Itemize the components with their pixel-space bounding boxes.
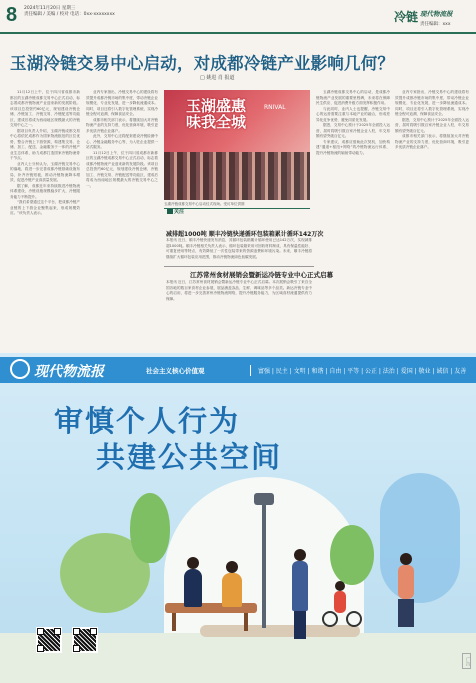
person-head bbox=[400, 553, 412, 565]
paragraph: 业内专家指出，冷链交易中心的建设将有效提升成都冷链市场的集中度，带动冷链企业规模化、专业化发展，进一步降低流通成本。同时，项目还将引入数字化管理系统，实现冷链全程可追溯，保障食品安全。 bbox=[86, 90, 158, 116]
byline: □ 姚进 肖 报道 bbox=[200, 75, 235, 81]
public-service-banner bbox=[0, 353, 476, 683]
bicycle-wheel-icon bbox=[322, 611, 338, 627]
paragraph: 此外，交易中心还将配套建设冷链检测中心、冷链金融服务中心等，为入驻企业提供一站式服务。 bbox=[86, 134, 158, 149]
paragraph: 玉湖冷链成都交易中心的启动，是成都冷链物流产业发展的重要里程碑，未来将在保障民生供应、促进消费升级方面发挥积极作用。 bbox=[316, 90, 390, 105]
article-column-1 bbox=[10, 90, 80, 348]
bench-leg bbox=[244, 613, 248, 631]
photo-sign-small: RNIVAL bbox=[264, 104, 286, 111]
banner-headline-2: 共建公共空间 bbox=[96, 440, 283, 474]
bench-leg bbox=[172, 613, 176, 631]
masthead-small: 现代物流报 bbox=[420, 10, 453, 18]
event-photo bbox=[164, 90, 310, 200]
header-date: 2024年11月20日 星期三 bbox=[24, 6, 76, 11]
header-editor: 责任编辑：xxx bbox=[420, 22, 451, 27]
story1-text: 本报讯 近日，顺丰冷链快递发布消息，其循环包装箱累计循环使用已达142万次，实现减排超1000吨。顺丰冷链相关负责人表示，循环包装箱采用可回收材料制成，具有保温性能好、可重复使用等特点，有效降低了一次性包装带来的资源浪费和环境污染。未来，顺丰冷链将继续扩大循环包装应用范围，推动冷链物流绿色低碳发展。 bbox=[166, 238, 312, 259]
paragraph: 据悉，交易中心预计于2025年全面投入运营，届时将吸引数百家冷链企业入驻，年交易额有望突破百亿元。 bbox=[395, 117, 469, 133]
paragraph: 11月12日上午，位于四川省成都市新都区的玉湖冷链成都交易中心正式启动，标志着成都冷链物流产业迎来新的发展阶段。该项目总投资约60亿元，规划建设冷链仓储、冷链加工、冷链交易、冷链配送等功能区，建成后将成为西南地区规模最大的冷链交易中心之一。 bbox=[10, 90, 80, 127]
main-headline: 玉湖冷链交易中心启动，对成都冷链产业影响几何？ bbox=[10, 54, 395, 73]
paragraph: 据悉，交易中心预计于2025年全面投入运营，届时将吸引数百家冷链企业入驻，年交易额有望突破百亿元。 bbox=[316, 123, 390, 138]
path bbox=[200, 625, 360, 637]
person-head bbox=[294, 549, 306, 561]
walking-person-icon bbox=[292, 561, 308, 611]
bicycle-wheel-icon bbox=[346, 611, 362, 627]
bg-shape bbox=[380, 473, 460, 603]
paragraph: 成都市相关部门表示，将继续加大对冷链物流产业的支持力度，优化营商环境，吸引更多优质冷链企业落户。 bbox=[86, 117, 158, 133]
runner-icon bbox=[398, 565, 414, 599]
banner-logo: 现代物流报 bbox=[34, 364, 104, 380]
paragraph: “我们希望通过这个平台，把成都冷链产业链的上下游企业聚集起来，形成规模效应。”该负责人表示。 bbox=[10, 200, 80, 215]
header-meta bbox=[24, 6, 115, 18]
bench-icon bbox=[165, 603, 257, 613]
street-lamp-head-icon bbox=[254, 493, 274, 505]
banner-slogan-left: 社会主义核心价值观 bbox=[146, 367, 205, 375]
walking-person-legs bbox=[294, 611, 306, 639]
ad-label: 广告 bbox=[462, 653, 471, 669]
runner-legs bbox=[398, 599, 414, 627]
sitting-person-icon bbox=[222, 573, 242, 607]
paragraph: 业内专家指出，冷链交易中心的建设将有效提升成都冷链市场的集中度，带动冷链企业规模化、专业化发展，进一步降低流通成本。同时，项目还将引入数字化管理系统，实现冷链全程可追溯，保障食品安全。 bbox=[395, 90, 469, 116]
paragraph: 据了解，成都近年来持续推进冷链物流体系建设，冷链设施规模稳步扩大，冷链服务能力不断提升。 bbox=[10, 183, 80, 199]
sitting-person-icon bbox=[184, 569, 202, 607]
attention-marker bbox=[167, 209, 173, 214]
photo-caption: 玉湖冷链成都交易中心启动仪式现场。受访单位供图 bbox=[164, 202, 245, 206]
person-head bbox=[335, 581, 345, 591]
child-cyclist-icon bbox=[334, 591, 346, 613]
paragraph: 与此同时，业内人士也提醒，冷链交易中心的运营需要注重与本地产业的融合，形成差异化竞争优势，避免同质化发展。 bbox=[316, 106, 390, 122]
photo-sign-text: 玉湖盛惠 味我全城 bbox=[186, 97, 247, 131]
tree-icon bbox=[330, 525, 374, 585]
paragraph: 专家建议，成都应借助此次契机，加快构建“通道+枢纽+网络”的冷链物流运行体系，提升冷链物流的辐射带动能力。 bbox=[316, 139, 390, 155]
story1-title: 减排超1000吨 顺丰冷链快递循环包装箱累计循环142万次 bbox=[166, 231, 324, 238]
logo-circle-icon bbox=[10, 359, 30, 379]
tree-icon bbox=[130, 493, 170, 563]
paragraph: 成都市相关部门表示，将继续加大对冷链物流产业的支持力度，优化营商环境，吸引更多优质冷链企业落户。 bbox=[395, 134, 469, 149]
paragraph: 业内人士分析认为，玉湖冷链交易中心的落地，将进一步完善成都冷链基础设施布局，补齐冷链短板，推动冷链物流降本增效，促进冷链产业高质量发展。 bbox=[10, 161, 80, 182]
page-number: 8 bbox=[6, 4, 18, 26]
paragraph: 据项目负责人介绍，玉湖冷链成都交易中心将依托成都作为国家物流枢纽的区位优势，整合冷链上下游资源，构建集交易、仓储、加工、配送、金融服务于一体的冷链产业生态体系，助力成都打造国家冷链物流骨干节点。 bbox=[10, 128, 80, 160]
banner-separator bbox=[250, 365, 251, 376]
article-column-4 bbox=[395, 90, 469, 348]
story2-title: 江苏常州食材展销会暨新运冷链专业中心正式启幕 bbox=[190, 271, 333, 279]
article-column-2 bbox=[86, 90, 158, 348]
article-column-3 bbox=[316, 90, 390, 348]
banner-headline-1: 审慎个人行为 bbox=[54, 404, 241, 438]
paragraph: 11月12日上午，位于四川省成都市新都区的玉湖冷链成都交易中心正式启动，标志着成都冷链物流产业迎来新的发展阶段。该项目总投资约60亿元，规划建设冷链仓储、冷链加工、冷链交易、冷链配送等功能区，建成后将成为西南地区规模最大的冷链交易中心之一。 bbox=[86, 150, 158, 188]
section-title: 冷链 bbox=[394, 10, 419, 24]
header-editors: 责任编辑 / 美编 / 校对 电话：0xx-xxxxxxxx bbox=[24, 12, 115, 17]
qr-code-icon[interactable] bbox=[72, 627, 98, 653]
banner-band bbox=[0, 357, 476, 383]
street-lamp-icon bbox=[262, 503, 266, 628]
attention-label: 关注 bbox=[174, 209, 185, 215]
person-head bbox=[226, 561, 238, 573]
story2-text: 本报讯 近日，江苏常州食材展销会暨新运冷链专业中心正式启幕。本次展销会吸引了来自全国各地的数百家食材企业参展，展品涵盖冻品、生鲜、调味品等多个品类。新运冷链专业中心的启用，将进一步完善常州冷链物流网络，提升冷链服务能力，为区域食材流通提供有力保障。 bbox=[166, 280, 312, 301]
attention-rule bbox=[164, 208, 310, 214]
banner-slogan-right: 富强 | 民主 | 文明 | 和谐 | 自由 | 平等 | 公正 | 法治 | 爱国 | 敬业 | 诚信 | 友善 bbox=[258, 368, 467, 375]
divider bbox=[164, 266, 314, 267]
qr-code-icon[interactable] bbox=[36, 627, 62, 653]
person-head bbox=[187, 557, 199, 569]
photo-crowd bbox=[164, 152, 310, 200]
